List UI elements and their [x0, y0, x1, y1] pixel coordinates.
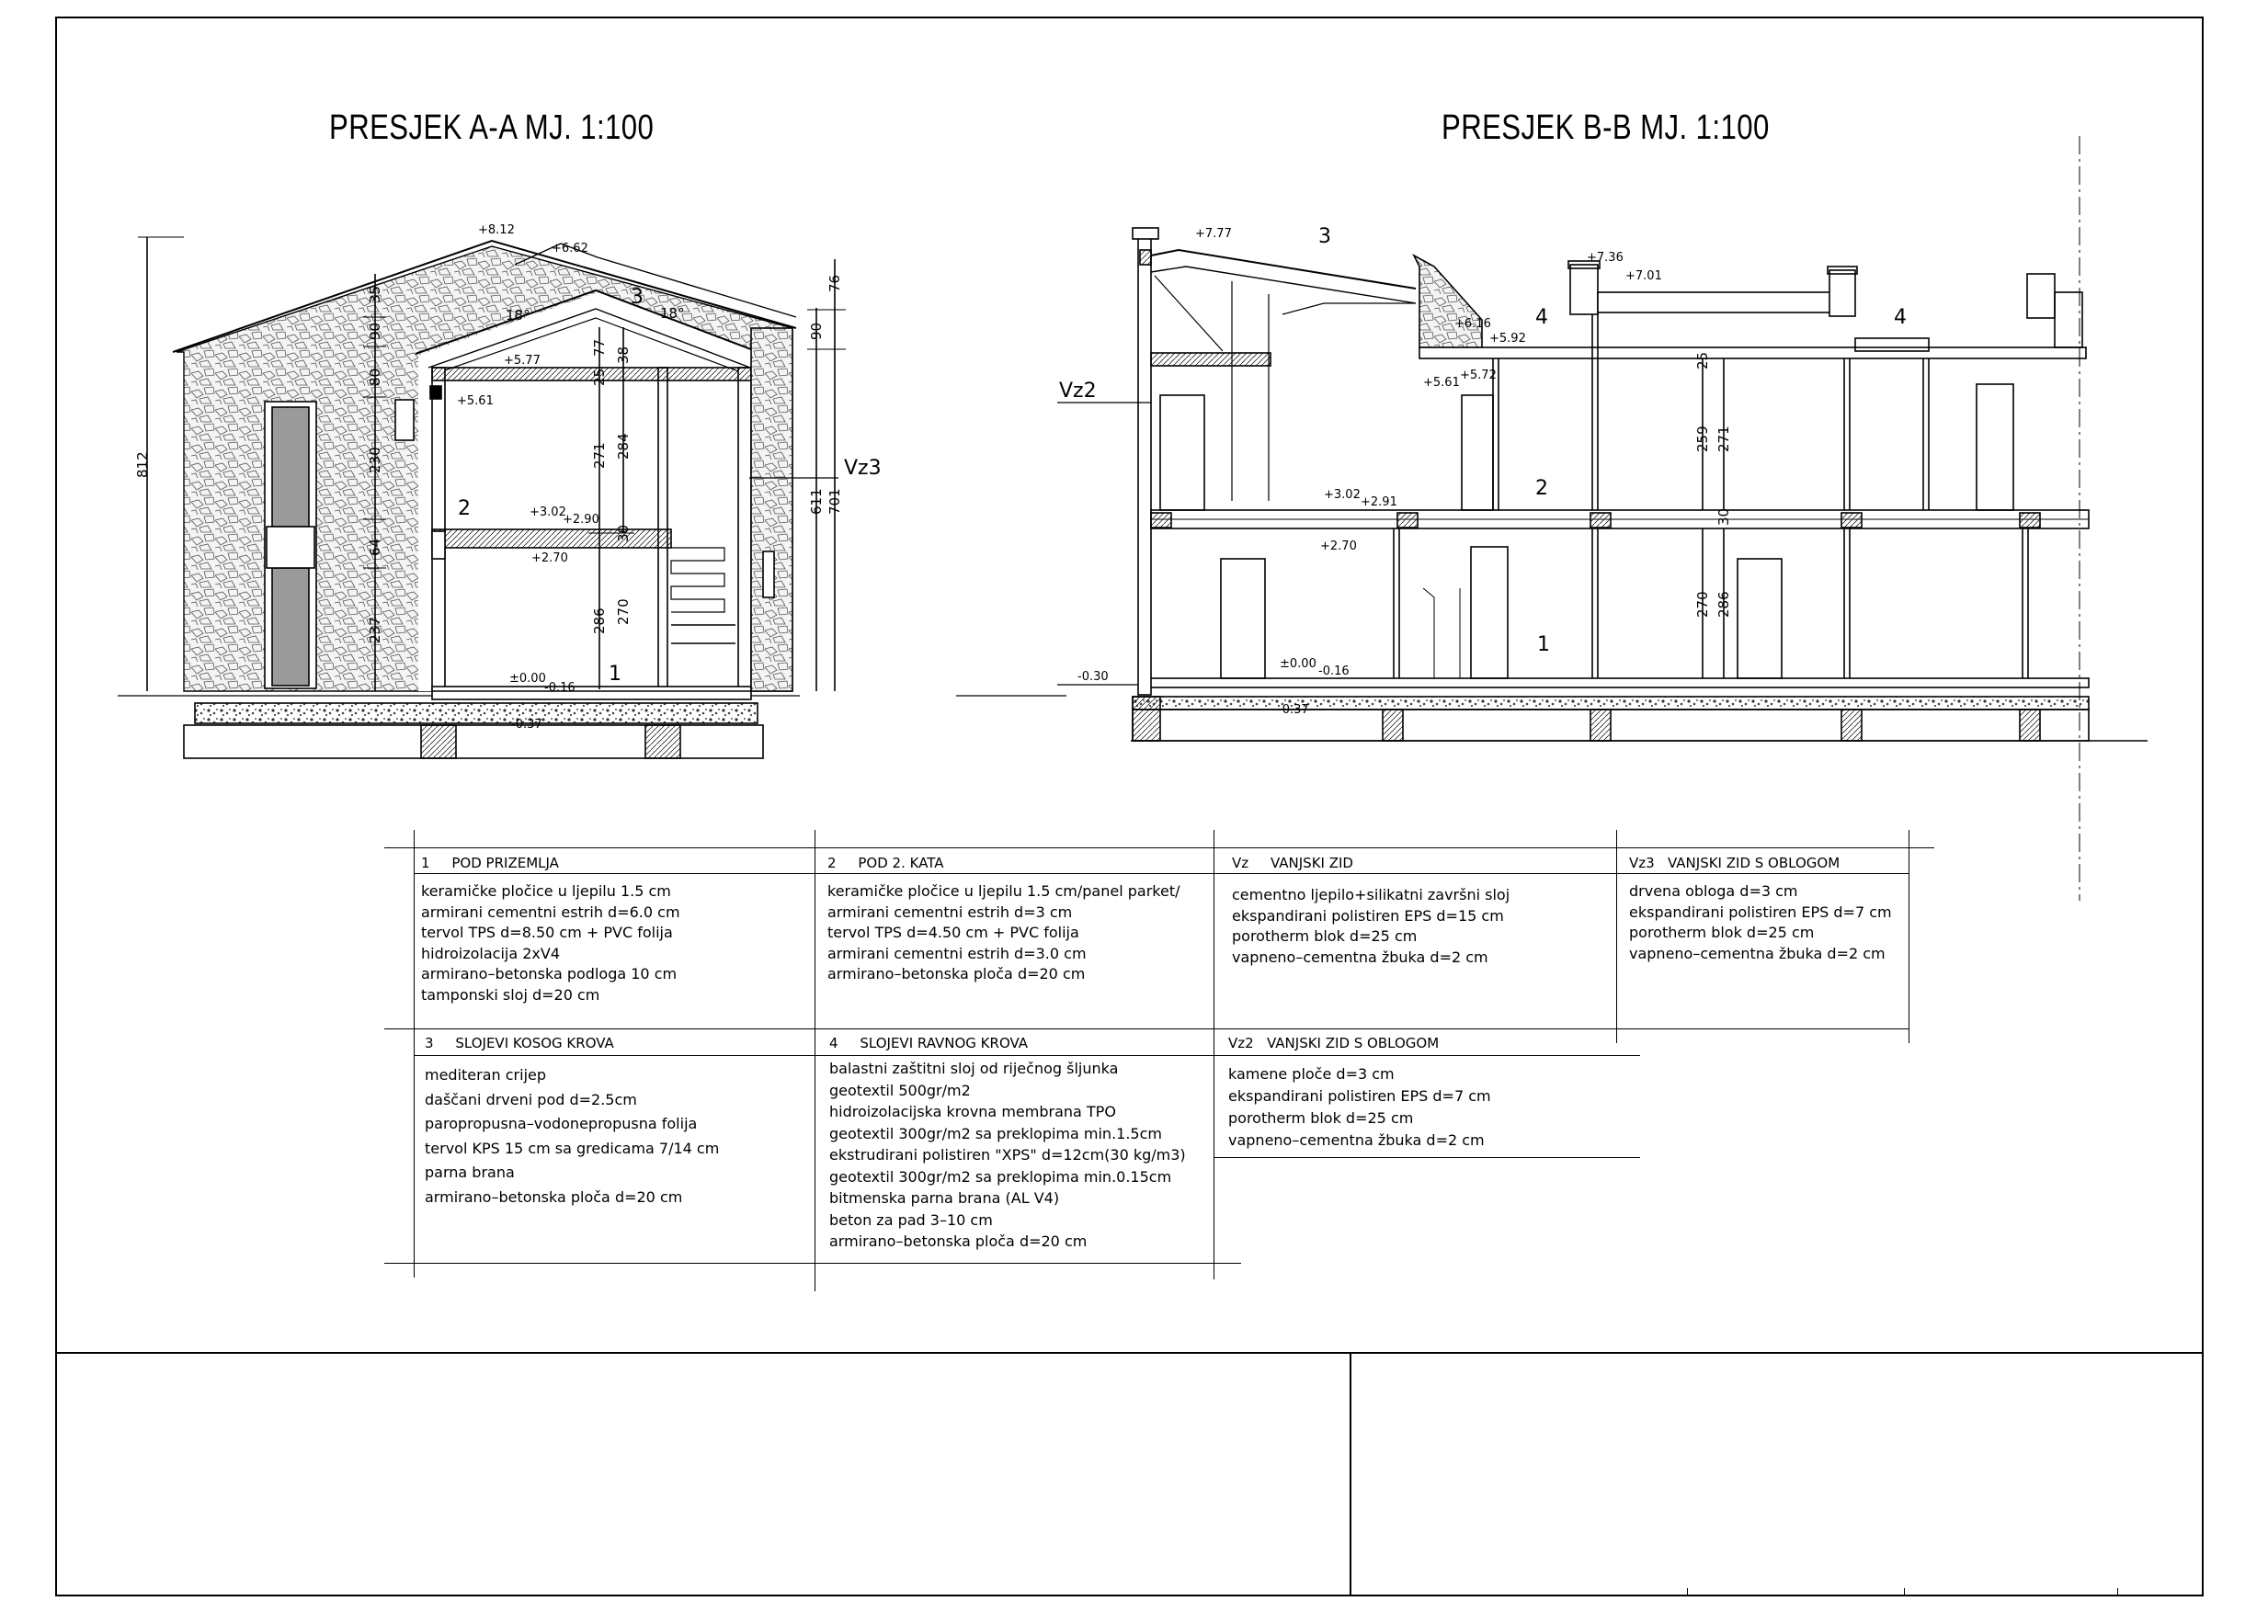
tag-a-1: 1	[609, 663, 621, 686]
dim-a-30: 30	[615, 524, 632, 542]
spec-line: paropropusna–vodonepropusna folija	[425, 1115, 698, 1132]
spec-line: keramičke pločice u ljepilu 1.5 cm/panel parket/	[827, 882, 1180, 900]
level-b-1: +7.36	[1587, 251, 1624, 265]
spec-row-line-7	[384, 1263, 1241, 1264]
level-a-1: +6.62	[552, 242, 588, 256]
tag-b-4b: 4	[1894, 306, 1907, 329]
spec-header: 3 SLOJEVI KOSOG KROVA	[425, 1035, 614, 1051]
spec-pod-2-kata	[827, 853, 1180, 985]
section-a	[118, 237, 846, 758]
spec-line: beton za pad 3–10 cm	[829, 1210, 993, 1229]
spec-line: geotextil 300gr/m2 sa preklopima min.0.15cm	[829, 1167, 1172, 1186]
level-a-5: +2.90	[563, 513, 599, 527]
dim-b-286: 286	[1715, 591, 1732, 618]
spec-line: armirano–betonska podloga 10 cm	[421, 965, 678, 982]
spec-line: armirano–betonska ploča d=20 cm	[425, 1187, 683, 1206]
dim-a-230: 230	[367, 447, 383, 473]
level-b-4: +5.92	[1489, 332, 1526, 346]
spec-line: hidroizolacijska krovna membrana TPO	[829, 1103, 1116, 1120]
spec-line: geotextil 500gr/m2	[829, 1081, 971, 1099]
level-b-8: +2.91	[1361, 495, 1397, 509]
dim-a-271: 271	[591, 442, 608, 469]
level-a-0: +8.12	[478, 223, 515, 237]
spec-vanjski-zid	[1232, 853, 1510, 968]
dim-b-259: 259	[1694, 426, 1711, 452]
slope-a-right: 18°	[660, 305, 685, 322]
level-b-11: -0.16	[1318, 664, 1350, 678]
level-b-2: +7.01	[1625, 269, 1662, 283]
section-a-title: PRESJEK A-A MJ. 1:100	[329, 108, 655, 147]
spec-line: armirani cementni estrih d=6.0 cm	[421, 903, 680, 921]
spec-vanjski-zid-vz2	[1228, 1033, 1491, 1152]
tag-b-4a: 4	[1535, 306, 1548, 329]
level-b-6: +5.72	[1460, 369, 1497, 382]
spec-line: balastni zaštitni sloj od riječnog šljunka	[829, 1060, 1119, 1077]
level-b-7: +3.02	[1324, 488, 1361, 502]
level-a-3: +5.61	[457, 394, 494, 408]
spec-header: 2 POD 2. KATA	[827, 855, 944, 871]
dim-b-270: 270	[1694, 591, 1711, 618]
spec-pod-prizemlja	[421, 853, 680, 1005]
spec-line: porotherm blok d=25 cm	[1228, 1109, 1414, 1127]
spec-line: cementno ljepilo+silikatni završni sloj	[1232, 886, 1510, 903]
tag-a-2: 2	[458, 497, 471, 520]
dim-a-80: 80	[367, 368, 383, 386]
spec-vanjski-zid-vz3	[1629, 853, 1892, 964]
spec-line: ekspandirani polistiren EPS d=7 cm	[1629, 903, 1892, 921]
spec-header: Vz VANJSKI ZID	[1232, 855, 1353, 871]
spec-row-line-1	[384, 847, 1934, 848]
spec-line: vapneno–cementna žbuka d=2 cm	[1629, 944, 1886, 962]
spec-ravni-krov	[829, 1033, 1186, 1253]
section-b-title: PRESJEK B-B MJ. 1:100	[1442, 108, 1770, 147]
dim-a-286: 286	[591, 608, 608, 634]
tag-b-1: 1	[1537, 633, 1550, 656]
spec-line: kamene ploče d=3 cm	[1228, 1065, 1395, 1083]
spec-col-line-1	[414, 830, 415, 1278]
dim-a-812: 812	[134, 451, 151, 478]
level-b-0: +7.77	[1195, 227, 1232, 241]
dim-b-271: 271	[1715, 426, 1732, 452]
spec-header: 1 POD PRIZEMLJA	[421, 855, 559, 871]
dim-a-237: 237	[367, 617, 383, 643]
dim-a-284: 284	[615, 433, 632, 460]
spec-line: tervol KPS 15 cm sa gredicama 7/14 cm	[425, 1139, 720, 1157]
spec-line: bitmenska parna brana (AL V4)	[829, 1189, 1060, 1207]
spec-line: ekstrudirani polistiren "XPS" d=12cm(30 kg/m3)	[829, 1146, 1186, 1164]
spec-line: ekspandirani polistiren EPS d=7 cm	[1228, 1087, 1491, 1105]
spec-line: daščani drveni pod d=2.5cm	[425, 1090, 637, 1108]
tag-b-vz2: Vz2	[1059, 380, 1097, 403]
spec-line: ekspandirani polistiren EPS d=15 cm	[1232, 906, 1504, 925]
spec-line: mediteran crijep	[425, 1066, 547, 1084]
dim-a-25: 25	[591, 368, 608, 386]
level-b-12: -0.30	[1077, 670, 1109, 684]
spec-line: keramičke pločice u ljepilu 1.5 cm	[421, 882, 671, 900]
level-a-2: +5.77	[504, 354, 541, 368]
dim-b-30: 30	[1715, 507, 1732, 526]
spec-line: parna brana	[425, 1164, 515, 1181]
spec-line: porotherm blok d=25 cm	[1232, 927, 1418, 945]
level-a-7: ±0.00	[509, 672, 546, 686]
spec-line: armirani cementni estrih d=3 cm	[827, 903, 1073, 921]
dim-a-90: 90	[367, 322, 383, 340]
level-a-6: +2.70	[531, 551, 568, 565]
dim-a-38: 38	[615, 346, 632, 364]
spec-line: porotherm blok d=25 cm	[1629, 924, 1815, 941]
dim-a-611: 611	[808, 488, 825, 515]
spec-header: Vz2 VANJSKI ZID S OBLOGOM	[1228, 1035, 1440, 1051]
tag-a-vz3: Vz3	[844, 457, 882, 480]
level-a-8: -0.16	[544, 681, 576, 695]
spec-line: tervol TPS d=8.50 cm + PVC folija	[421, 924, 673, 941]
dim-a-76: 76	[826, 274, 843, 292]
dim-a-90r: 90	[808, 322, 825, 340]
spec-line: tamponski sloj d=20 cm	[421, 985, 600, 1004]
dim-a-35: 35	[367, 285, 383, 303]
spec-line: hidroizolacija 2xV4	[421, 944, 560, 962]
spec-kosi-krov	[425, 1033, 719, 1209]
level-a-4: +3.02	[530, 505, 566, 519]
tag-b-2: 2	[1535, 477, 1548, 500]
dim-a-77: 77	[591, 338, 608, 357]
section-b	[956, 136, 2148, 901]
slope-a-left: 18°	[506, 307, 530, 324]
spec-row-line-8	[1616, 1028, 1909, 1029]
spec-row-line-3	[384, 1028, 1638, 1029]
spec-line: vapneno–cementna žbuka d=2 cm	[1228, 1131, 1485, 1149]
spec-line: armirani cementni estrih d=3.0 cm	[827, 944, 1087, 962]
level-b-5: +5.61	[1423, 376, 1460, 390]
tag-a-3: 3	[631, 286, 644, 309]
level-b-3: +6.16	[1454, 317, 1491, 331]
spec-header: Vz3 VANJSKI ZID S OBLOGOM	[1629, 855, 1841, 871]
tag-b-3: 3	[1318, 225, 1331, 248]
spec-line: geotextil 300gr/m2 sa preklopima min.1.5cm	[829, 1124, 1162, 1142]
spec-line: drvena obloga d=3 cm	[1629, 882, 1798, 900]
spec-line: vapneno–cementna žbuka d=2 cm	[1232, 948, 1488, 966]
dim-a-701: 701	[826, 488, 843, 515]
dim-b-25: 25	[1694, 351, 1711, 369]
spec-line: armirano–betonska ploča d=20 cm	[827, 965, 1086, 982]
level-b-10: ±0.00	[1280, 657, 1316, 671]
spec-row-line-6	[1214, 1157, 1640, 1158]
dim-a-270: 270	[615, 598, 632, 625]
spec-line: armirano–betonska ploča d=20 cm	[829, 1232, 1088, 1250]
level-a-9: -0.37	[511, 718, 542, 732]
spec-header: 4 SLOJEVI RAVNOG KROVA	[829, 1035, 1029, 1051]
level-b-9: +2.70	[1320, 539, 1357, 553]
spec-line: tervol TPS d=4.50 cm + PVC folija	[827, 924, 1079, 941]
dim-a-64: 64	[367, 538, 383, 556]
level-b-13: -0.37	[1278, 703, 1309, 717]
spec-col-line-4	[1616, 830, 1617, 1043]
